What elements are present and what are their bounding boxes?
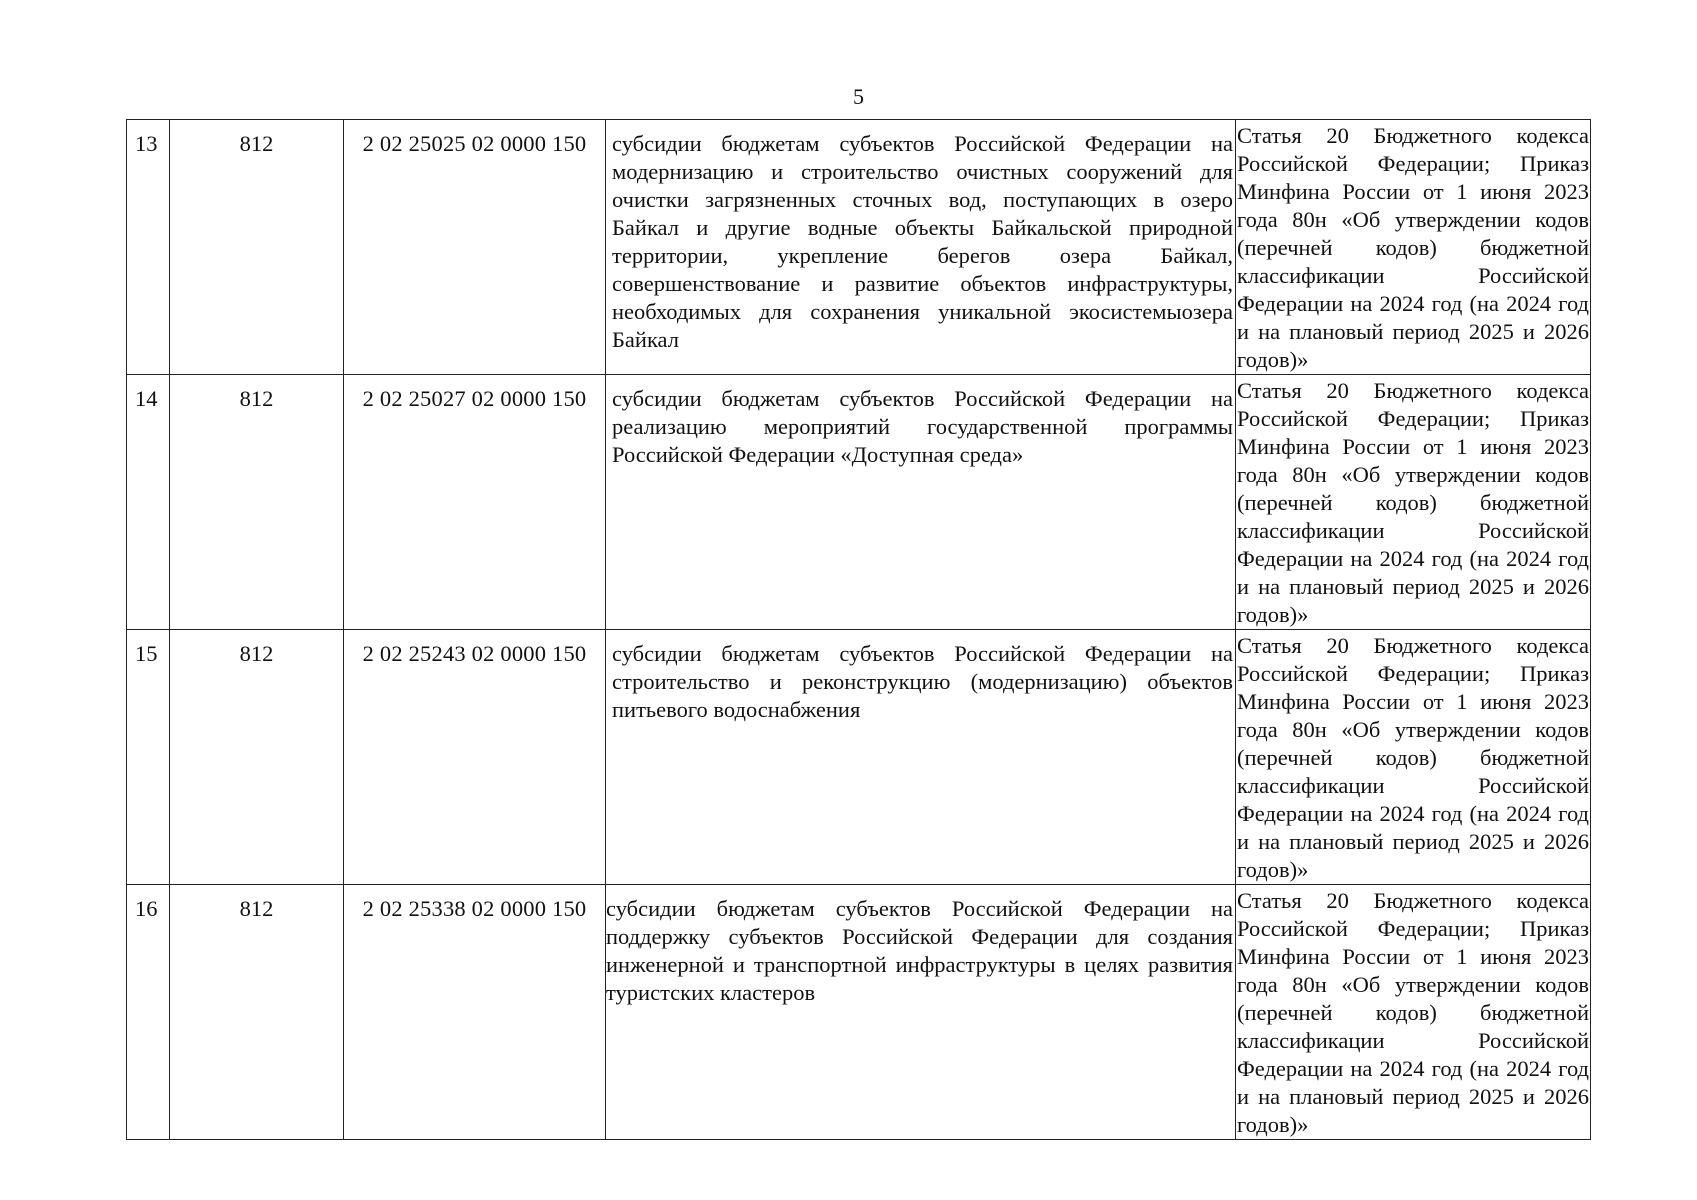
admin-code: 812: [170, 375, 344, 630]
budget-classification-code: 2 02 25338 02 0000 150: [344, 885, 606, 1140]
row-number: 14: [127, 375, 170, 630]
budget-classification-code: 2 02 25027 02 0000 150: [344, 375, 606, 630]
admin-code: 812: [170, 630, 344, 885]
table-row: [127, 120, 1591, 375]
table-row: [127, 630, 1591, 885]
admin-code: 812: [170, 120, 344, 375]
row-number: 13: [127, 120, 170, 375]
table-row: [127, 885, 1591, 1140]
income-name: субсидии бюджетам субъектов Российской Федерации на строительство и реконструкцию (модернизацию) объектов питьевого водоснабжения: [606, 630, 1236, 885]
row-number: 15: [127, 630, 170, 885]
row-number: 16: [127, 885, 170, 1140]
admin-code: 812: [170, 885, 344, 1140]
budget-classification-code: 2 02 25243 02 0000 150: [344, 630, 606, 885]
budget-classification-code: 2 02 25025 02 0000 150: [344, 120, 606, 375]
legal-basis: Статья 20 Бюджетного кодекса Российской Федерации; Приказ Минфина России от 1 июня 2023 года 80н «Об утверждении кодов (перечней кодов) бюджетной классификации Российской Федерации на 2024 год (на 2024 год и на плановый период 2025 и 2026 годов)»: [1236, 375, 1591, 630]
table-row: [127, 375, 1591, 630]
legal-basis: Статья 20 Бюджетного кодекса Российской Федерации; Приказ Минфина России от 1 июня 2023 года 80н «Об утверждении кодов (перечней кодов) бюджетной классификации Российской Федерации на 2024 год (на 2024 год и на плановый период 2025 и 2026 годов)»: [1236, 120, 1591, 375]
budget-codes-table: [126, 119, 1591, 1140]
income-name: субсидии бюджетам субъектов Российской Федерации на реализацию мероприятий государственной программы Российской Федерации «Доступная среда»: [606, 375, 1236, 630]
income-name: субсидии бюджетам субъектов Российской Федерации на модернизацию и строительство очистных сооружений для очистки загрязненных сточных вод, поступающих в озеро Байкал и другие водные объекты Байкальской природной территории, укрепление берегов озера Байкал, совершенствование и развитие объектов инфраструктуры, необходимых для сохранения уникальной экосистемыозера Байкал: [606, 120, 1236, 375]
legal-basis: Статья 20 Бюджетного кодекса Российской Федерации; Приказ Минфина России от 1 июня 2023 года 80н «Об утверждении кодов (перечней кодов) бюджетной классификации Российской Федерации на 2024 год (на 2024 год и на плановый период 2025 и 2026 годов)»: [1236, 630, 1591, 885]
income-name: субсидии бюджетам субъектов Российской Федерации на поддержку субъектов Российской Федерации для создания инженерной и транспортной инфраструктуры в целях развития туристских кластеров: [606, 885, 1236, 1140]
legal-basis: Статья 20 Бюджетного кодекса Российской Федерации; Приказ Минфина России от 1 июня 2023 года 80н «Об утверждении кодов (перечней кодов) бюджетной классификации Российской Федерации на 2024 год (на 2024 год и на плановый период 2025 и 2026 годов)»: [1236, 885, 1591, 1140]
page-number: 5: [853, 84, 864, 109]
